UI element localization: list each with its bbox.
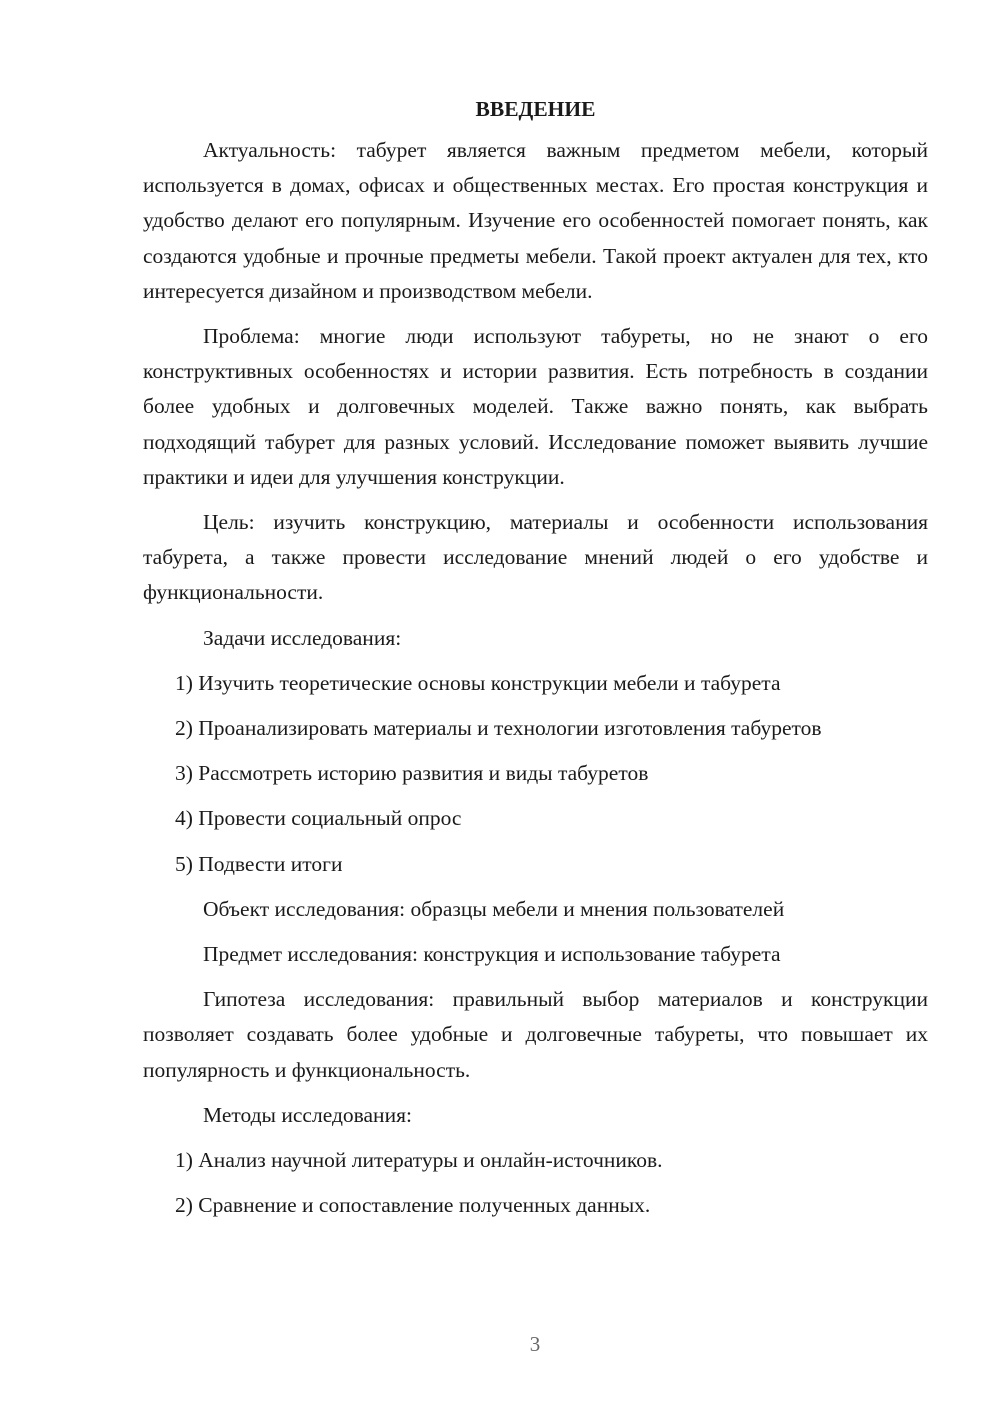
task-item: 2) Проанализировать материалы и технологии изготовления табуретов <box>175 716 822 741</box>
method-item: 2) Сравнение и сопоставление полученных данных. <box>175 1193 651 1218</box>
hypothesis-paragraph: Гипотеза исследования: правильный выбор материалов и конструкции позволяет создавать более удобные и долговечные табуреты, что повышает их популярность и функциональность. <box>143 987 928 1082</box>
relevance-paragraph: Актуальность: табурет является важным предметом мебели, который используется в домах, офисах и общественных местах. Его простая конструкция и удобство делают его популярным. Изучение его особенностей помогает понять, как создаются удобные и прочные предметы мебели. Такой проект актуален для тех, кто интересуется дизайном и производством мебели. <box>143 138 928 303</box>
document-page <box>143 92 928 1233</box>
task-item: 5) Подвести итоги <box>175 851 343 876</box>
methods-heading: Методы исследования: <box>203 1102 412 1127</box>
subject-line: Предмет исследования: конструкция и использование табурета <box>203 942 781 967</box>
page-title: ВВЕДЕНИЕ <box>475 97 596 121</box>
problem-paragraph: Проблема: многие люди используют табуреты, но не знают о его конструктивных особенностях и истории развития. Есть потребность в создании более удобных и долговечных моделей. Также важно понять, как выбрать подходящий табурет для разных условий. Исследование поможет выявить лучшие практики и идеи для улучшения конструкции. <box>143 324 928 489</box>
page-number: 3 <box>529 1332 541 1356</box>
tasks-heading: Задачи исследования: <box>203 625 402 650</box>
task-item: 1) Изучить теоретические основы конструкции мебели и табурета <box>175 670 781 695</box>
object-line: Объект исследования: образцы мебели и мнения пользователей <box>203 896 785 921</box>
method-item: 1) Анализ научной литературы и онлайн-источников. <box>175 1148 663 1173</box>
task-item: 4) Провести социальный опрос <box>175 806 462 831</box>
task-item: 3) Рассмотреть историю развития и виды табуретов <box>175 761 649 786</box>
goal-paragraph: Цель: изучить конструкцию, материалы и особенности использования табурета, а также провести исследование мнений людей о его удобстве и функциональности. <box>143 510 928 605</box>
